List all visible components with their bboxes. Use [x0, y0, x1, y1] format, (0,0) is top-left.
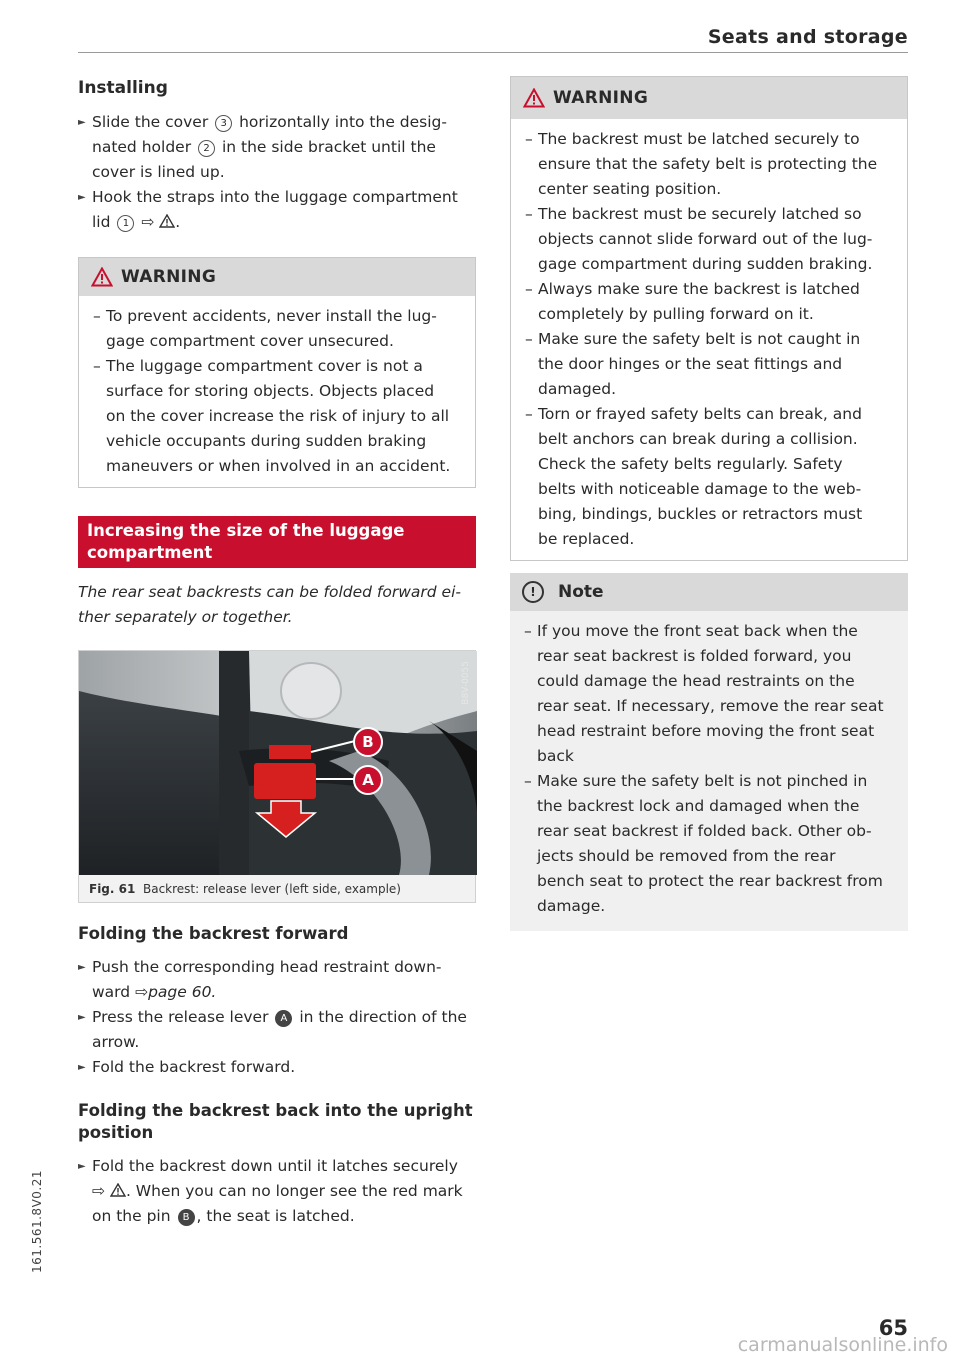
page-header-title: Seats and storage — [707, 26, 908, 48]
warning-body — [79, 296, 475, 487]
note-body — [510, 611, 908, 931]
bullet-triangle-icon: ► — [78, 1012, 86, 1023]
exclamation-circle-icon: ! — [522, 581, 544, 603]
folding-forward-step-1: ► Push the corresponding head restraint down- ward ⇨page 60. — [78, 955, 476, 1005]
warning-item: – The backrest must be latched securely to ensure that the safety belt is protecting the center seating position. — [525, 130, 878, 198]
page-number: 65 — [878, 1316, 908, 1340]
callout-3-icon: 3 — [215, 115, 232, 132]
folding-back-step-1: ► Fold the backrest down until it latches securely ⇨ . When you can no longer see the red mark on the pin B , the seat is latched. — [78, 1154, 476, 1229]
installing-step-1: ► Slide the cover 3 horizontally into the desig- nated holder 2 in the side bracket until the cover is lined up. — [78, 110, 476, 185]
bullet-triangle-icon: ► — [78, 1062, 86, 1073]
section-intro: The rear seat backrests can be folded forward ei- ther separately or together. — [78, 583, 461, 626]
warning-header: WARNING — [511, 77, 907, 119]
warning-item: – The backrest must be securely latched so objects cannot slide forward out of the lug- gage compartment during sudden braking. — [525, 205, 873, 273]
warning-item: – Always make sure the backrest is latched completely by pulling forward on it. — [525, 280, 860, 323]
note-box — [510, 573, 908, 931]
backrest-release-lever-illustration — [79, 651, 477, 875]
callout-2-icon: 2 — [198, 140, 215, 157]
warning-box-right — [510, 76, 908, 561]
folding-forward-step-3: ► Fold the backrest forward. — [78, 1055, 476, 1080]
warning-box-left — [78, 257, 476, 488]
callout-b-icon: B — [178, 1209, 195, 1226]
callout-a: A — [353, 765, 383, 795]
warning-triangle-icon[interactable] — [110, 1183, 126, 1197]
bullet-triangle-icon: ► — [78, 117, 86, 128]
warning-header: WARNING — [79, 258, 475, 296]
installing-step-2: ► Hook the straps into the luggage compartment lid 1 ⇨ . — [78, 185, 476, 235]
figure-code: B8V-0055 — [461, 661, 471, 705]
warning-item: – To prevent accidents, never install the lug- gage compartment cover unsecured. — [93, 307, 437, 350]
figure-caption: Fig. 61 Backrest: release lever (left side, example) — [89, 882, 401, 896]
callout-1-icon: 1 — [117, 215, 134, 232]
warning-body — [511, 119, 907, 560]
right-column — [510, 76, 908, 931]
warning-item: – Torn or frayed safety belts can break, and belt anchors can break during a collision. Check the safety belts regularly. Safety belts with noticeable damage to the web- bing, bindings, buckles or retractors must be replaced. — [525, 405, 863, 548]
bullet-triangle-icon: ► — [78, 192, 86, 203]
installing-heading: Installing — [78, 78, 168, 98]
release-lever — [254, 763, 316, 799]
warning-triangle-icon — [91, 267, 113, 287]
warning-triangle-icon — [523, 88, 545, 108]
note-item: – Make sure the safety belt is not pinched in the backrest lock and damaged when the rear seat backrest if folded back. Other ob- jects should be removed from the rear bench seat to protect the rear backrest from damage. — [524, 772, 883, 915]
document-code: 161.561.8V0.21 — [30, 1170, 44, 1273]
header-rule — [78, 52, 908, 53]
note-header: ! Note — [510, 573, 908, 611]
warning-triangle-icon[interactable] — [159, 214, 175, 228]
section-title-bar: Increasing the size of the luggage compartment — [78, 516, 476, 568]
bullet-triangle-icon: ► — [78, 1161, 86, 1172]
figure-61 — [78, 650, 476, 903]
pin-red-mark — [269, 745, 311, 759]
warning-item: – Make sure the safety belt is not caught in the door hinges or the seat fittings and damaged. — [525, 330, 861, 398]
callout-a-icon: A — [275, 1010, 292, 1027]
callout-b: B — [353, 727, 383, 757]
folding-forward-heading: Folding the backrest forward — [78, 924, 349, 943]
folding-back-heading: Folding the backrest back into the upright position — [78, 1101, 473, 1142]
left-column — [78, 72, 476, 1229]
watermark: carmanualsonline.info — [737, 1334, 948, 1356]
folding-forward-step-2: ► Press the release lever A in the direction of the arrow. — [78, 1005, 476, 1055]
seat-illustration — [79, 651, 477, 875]
note-item: – If you move the front seat back when the rear seat backrest is folded forward, you could damage the head restraints on the rear seat. If necessary, remove the rear seat head restraint before moving the front seat back — [524, 622, 884, 765]
bullet-triangle-icon: ► — [78, 962, 86, 973]
page-reference-link[interactable]: page 60. — [148, 983, 217, 1001]
warning-item: – The luggage compartment cover is not a surface for storing objects. Objects placed on the cover increase the risk of injury to all vehicle occupants during sudden braking maneuvers or when involved in an accident. — [93, 357, 451, 475]
